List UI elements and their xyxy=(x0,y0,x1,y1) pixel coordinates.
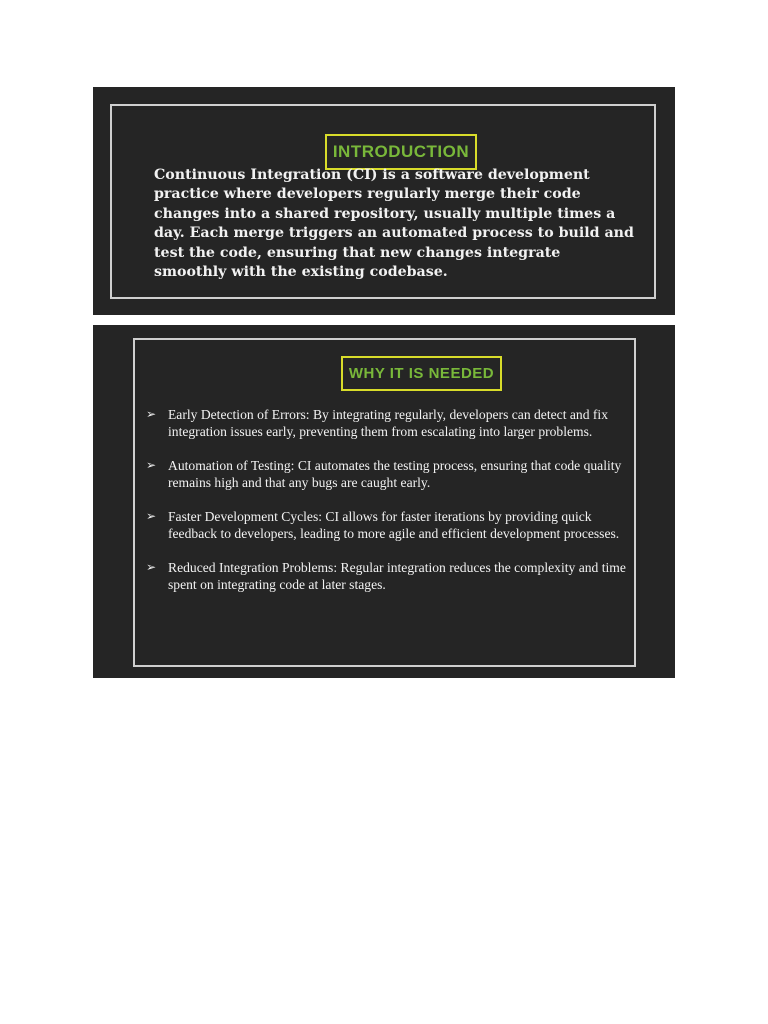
bullet-item xyxy=(146,406,626,440)
intro-paragraph: Continuous Integration (CI) is a software development practice where developers regularly merge their code changes into a shared repository, usually multiple times a day. Each merge triggers an automated process to build and test the code, ensuring that new changes integrate smoothly with the existing codebase. xyxy=(154,167,634,281)
bullet-item xyxy=(146,457,626,491)
bullet-text: Early Detection of Errors: By integrating regularly, developers can detect and fix integration issues early, preventing them from escalating into larger problems. xyxy=(168,407,608,440)
bullet-text: Automation of Testing: CI automates the testing process, ensuring that code quality remains high and that any bugs are caught early. xyxy=(168,457,622,491)
bullet-text: Reduced Integration Problems: Regular integration reduces the complexity and time spent on integrating code at later stages. xyxy=(168,559,626,592)
arrowhead-bullet-icon: ➢ xyxy=(146,559,157,574)
slide-frame xyxy=(110,104,656,299)
bullet-item xyxy=(146,559,626,593)
slide-title: WHY IT IS NEEDED xyxy=(341,356,502,391)
bullet-text: Faster Development Cycles: CI allows for faster iterations by providing quick feedback to developers, leading to more agile and efficient development processes. xyxy=(168,508,620,542)
slide-frame xyxy=(133,338,636,667)
arrowhead-bullet-icon: ➢ xyxy=(146,457,157,472)
slide-introduction xyxy=(93,87,675,315)
arrowhead-bullet-icon: ➢ xyxy=(146,407,157,421)
slide-why-needed xyxy=(93,325,675,678)
slide-title: INTRODUCTION xyxy=(325,134,477,170)
bullet-list xyxy=(146,406,626,610)
arrowhead-bullet-icon: ➢ xyxy=(146,508,157,523)
bullet-item xyxy=(146,508,626,542)
